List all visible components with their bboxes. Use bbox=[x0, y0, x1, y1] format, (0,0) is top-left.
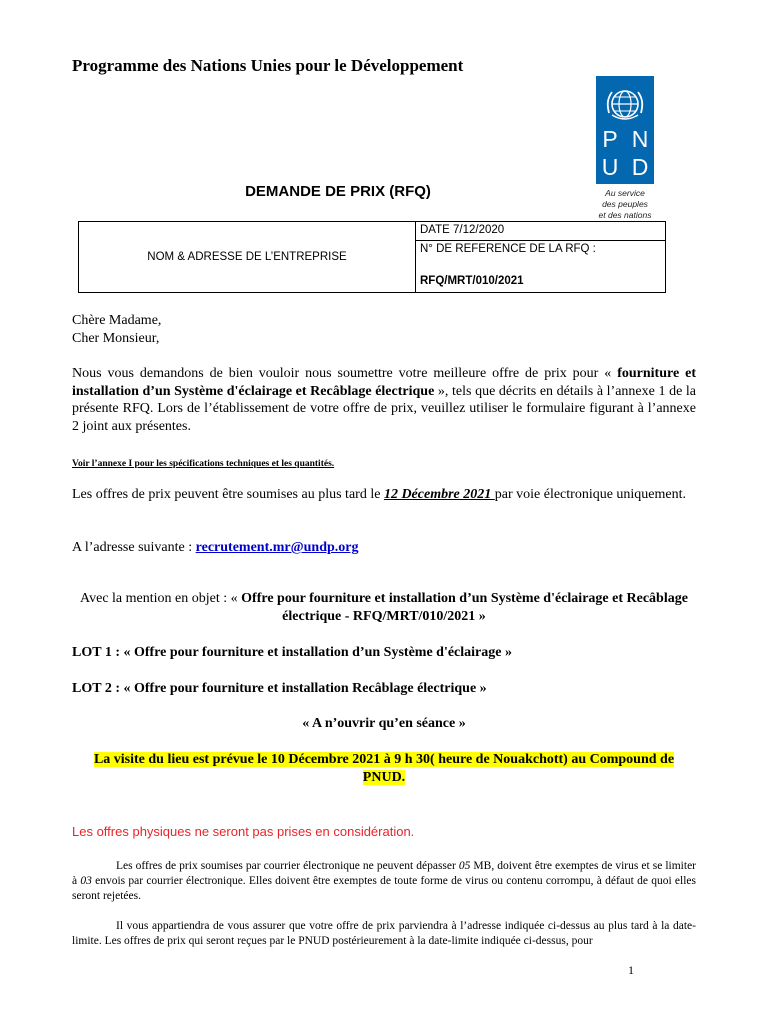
deadline-date: 12 Décembre 2021 bbox=[383, 487, 495, 502]
salutation: Chère Madame, Cher Monsieur, bbox=[72, 313, 162, 346]
deadline-paragraph: Les offres de prix peuvent être soumises au plus tard le 12 Décembre 2021 par voie électronique uniquement. bbox=[72, 487, 687, 502]
physical-offers-warning: Les offres physiques ne seront pas prises en considération. bbox=[72, 824, 415, 839]
email-link[interactable]: recrutement.mr@undp.org bbox=[195, 540, 359, 555]
responsibility-paragraph: Il vous appartiendra de vous assurer que votre offre de prix parviendra à l’adresse indiquée ci-dessus au plus tard à la date-limite. Les offres de prix qui seront reçues par le PNUD postérieurement à la date-limite indiquée ci-dessus, pour bbox=[72, 920, 696, 947]
lot-2: LOT 2 : « Offre pour fourniture et installation Recâblage électrique » bbox=[72, 681, 487, 696]
mention-paragraph: Avec la mention en objet : « Offre pour fourniture et installation d’un Système d'éclairage et Recâblage électrique - RFQ/MRT/010/2021 » bbox=[80, 591, 688, 624]
company-name-cell: NOM & ADRESSE DE L’ENTREPRISE bbox=[79, 222, 416, 293]
logo-letter-n: N bbox=[631, 126, 649, 152]
rfq-info-table bbox=[78, 221, 666, 293]
intro-subject: fourniture et installation d’un Système d'éclairage et Recâblage électrique bbox=[72, 366, 696, 399]
open-notice: « A n’ouvrir qu’en séance » bbox=[302, 716, 466, 731]
lot-1: LOT 1 : « Offre pour fourniture et installation d’un Système d'éclairage » bbox=[72, 645, 512, 660]
organization-name: Programme des Nations Unies pour le Développement bbox=[72, 56, 464, 75]
reference-number: RFQ/MRT/010/2021 bbox=[420, 274, 524, 287]
email-rules-paragraph: Les offres de prix soumises par courrier électronique ne peuvent dépasser 05 MB, doivent être exemptes de virus et se limiter à 03 envois par courrier électronique. Elles doivent être exemptes de toute forme de virus ou contenu corrompu, à défaut de quoi elles seront rejetées. bbox=[72, 860, 696, 902]
reference-cell bbox=[416, 240, 666, 292]
intro-paragraph: Nous vous demandons de bien vouloir nous soumettre votre meilleure offre de prix pour « fourniture et installation d’un Système d'éclairage et Recâblage électrique », tels que décrits en détails à l’annexe 1 de la présente RFQ. Lors de l’établissement de votre offre de prix, veuillez utiliser le formulaire figurant à l’annexe 2 joint aux présentes. bbox=[72, 366, 696, 434]
logo-letter-d: D bbox=[631, 154, 649, 180]
reference-label: N° DE REFERENCE DE LA RFQ : bbox=[420, 242, 596, 255]
logo-letter-p: P bbox=[602, 126, 618, 152]
undp-globe-icon bbox=[604, 83, 646, 125]
annex-note: Voir l’annexe I pour les spécifications techniques et les quantités. bbox=[72, 459, 335, 469]
address-line: A l’adresse suivante : recrutement.mr@undp.org bbox=[72, 540, 359, 555]
logo-letter-u: U bbox=[601, 154, 619, 180]
site-visit-notice: La visite du lieu est prévue le 10 Décembre 2021 à 9 h 30( heure de Nouakchott) au Compound de PNUD. bbox=[93, 752, 675, 785]
page-number: 1 bbox=[628, 963, 634, 977]
logo-tagline: Au service des peuples et des nations bbox=[598, 188, 652, 220]
date-cell: DATE 7/12/2020 bbox=[416, 222, 666, 241]
logo-box bbox=[596, 76, 654, 184]
document-title: DEMANDE DE PRIX (RFQ) bbox=[245, 183, 431, 200]
